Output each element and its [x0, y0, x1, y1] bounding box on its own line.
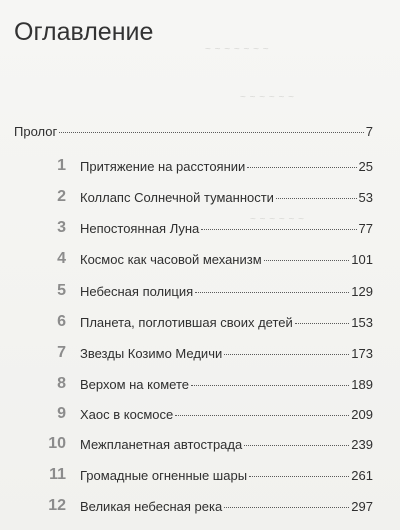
leader-dots: [295, 323, 350, 324]
chapter-number: 8: [57, 375, 66, 392]
leader-dots: [247, 167, 356, 168]
leader-dots: [264, 260, 350, 261]
chapter-number: 11: [49, 466, 66, 483]
toc-entry-chapter: [0, 218, 400, 240]
chapter-page: 239: [351, 437, 373, 452]
leader-dots: [249, 476, 349, 477]
chapter-title: Космос как часовой механизм: [80, 252, 262, 267]
chapter-title: Межпланетная автострада: [80, 437, 243, 452]
toc-entry-chapter: [0, 465, 400, 487]
chapter-number: 3: [57, 219, 66, 236]
toc-entry-label: Пролог: [14, 124, 58, 139]
leader-dots: [175, 415, 349, 416]
bleed-through-mark: ~ ~ ~ ~ ~ ~: [250, 214, 305, 225]
leader-dots: [201, 229, 356, 230]
toc-entry-chapter: [0, 434, 400, 456]
chapter-number: 5: [57, 282, 66, 299]
chapter-page: 153: [351, 315, 373, 330]
chapter-number: 9: [57, 405, 66, 422]
chapter-page: 173: [351, 346, 373, 361]
chapter-number: 7: [57, 344, 66, 361]
chapter-page: 53: [358, 190, 373, 205]
leader-dots: [224, 354, 349, 355]
toc-entry-chapter: [0, 496, 400, 518]
toc-entry-chapter: [0, 312, 400, 334]
chapter-title: Верхом на комете: [80, 377, 189, 392]
chapter-title: Звезды Козимо Медичи: [80, 346, 223, 361]
toc-entry-chapter: [0, 249, 400, 271]
chapter-title: Непостоянная Луна: [80, 221, 200, 236]
chapter-title: Коллапс Солнечной туманности: [80, 190, 274, 205]
leader-dots: [244, 445, 349, 446]
toc-entry-page: 7: [365, 124, 373, 139]
toc-entry-prologue: [0, 121, 400, 143]
leader-dots: [276, 198, 357, 199]
bleed-through-mark: ~ ~ ~ ~ ~ ~ ~: [205, 44, 270, 55]
chapter-title: Хаос в космосе: [80, 407, 174, 422]
chapter-title: Небесная полиция: [80, 284, 194, 299]
chapter-number: 2: [57, 188, 66, 205]
chapter-page: 209: [351, 407, 373, 422]
toc-entry-chapter: [0, 374, 400, 396]
chapter-number: 6: [57, 313, 66, 330]
chapter-page: 297: [351, 499, 373, 514]
chapter-page: 189: [351, 377, 373, 392]
toc-entry-chapter: [0, 281, 400, 303]
chapter-page: 77: [358, 221, 373, 236]
toc-entry-chapter: [0, 404, 400, 426]
chapter-number: 4: [57, 250, 66, 267]
bleed-through-mark: ~ ~ ~ ~ ~ ~: [240, 92, 295, 103]
page-title: Оглавление: [14, 18, 154, 46]
leader-dots: [224, 507, 349, 508]
leader-dots: [195, 292, 349, 293]
chapter-page: 261: [351, 468, 373, 483]
leader-dots: [59, 132, 364, 133]
chapter-page: 129: [351, 284, 373, 299]
chapter-title: Великая небесная река: [80, 499, 223, 514]
chapter-number: 12: [48, 497, 66, 514]
chapter-title: Громадные огненные шары: [80, 468, 248, 483]
chapter-number: 10: [48, 435, 66, 452]
chapter-page: 101: [351, 252, 373, 267]
toc-entry-chapter: [0, 343, 400, 365]
leader-dots: [191, 385, 349, 386]
chapter-page: 25: [358, 159, 373, 174]
chapter-title: Планета, поглотившая своих детей: [80, 315, 293, 330]
toc-entry-chapter: [0, 187, 400, 209]
chapter-number: 1: [57, 157, 66, 174]
chapter-title: Притяжение на расстоянии: [80, 159, 246, 174]
toc-entry-chapter: [0, 156, 400, 178]
